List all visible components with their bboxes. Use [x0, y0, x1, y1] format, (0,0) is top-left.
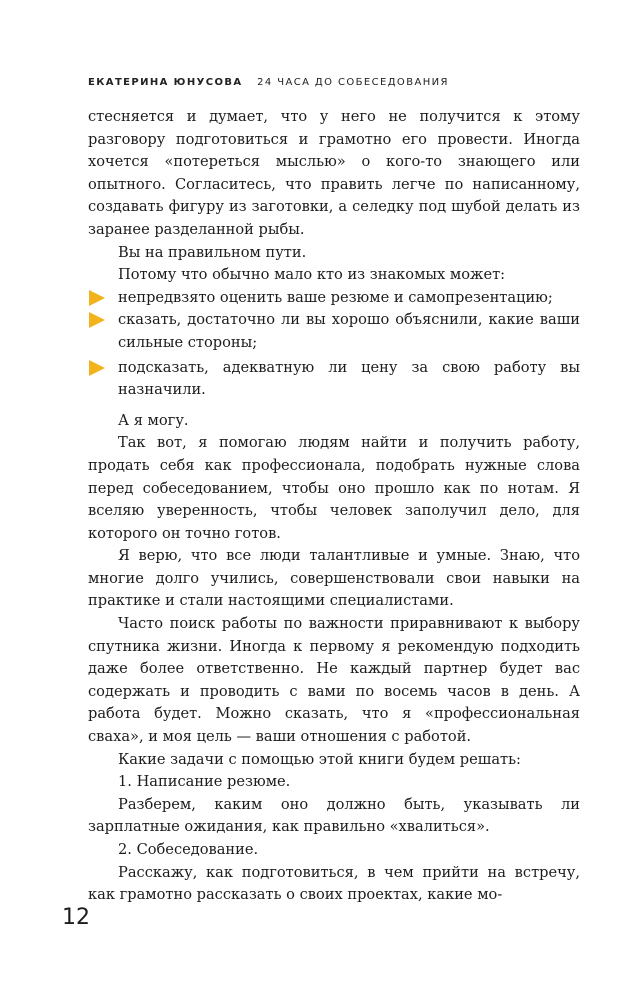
paragraph-2: Вы на правильном пути.: [118, 243, 307, 261]
bullet-item: [88, 357, 580, 402]
running-head-author: ЕКАТЕРИНА ЮНУСОВА: [88, 77, 243, 88]
triangle-bullet-icon: [88, 312, 106, 328]
spacer: [88, 402, 580, 410]
page-number: 12: [62, 905, 90, 930]
page-body: [88, 106, 580, 907]
bullet-item-text: непредвзято оценить ваше резюме и самопрезентацию;: [118, 288, 553, 306]
paragraph-8: Какие задачи с помощью этой книги будем решать:: [118, 750, 521, 768]
paragraph-6: Я верю, что все люди талантливые и умные. Знаю, что многие долго учились, совершенствовали свои навыки на практике и стали настоящими специалистами.: [88, 547, 580, 610]
triangle-bullet-icon: [88, 290, 106, 306]
bullet-item: [88, 309, 580, 354]
running-head-book-title: 24 ЧАСА ДО СОБЕСЕДОВАНИЯ: [257, 77, 449, 88]
paragraph-5: Так вот, я помогаю людям найти и получить работу, продать себя как профессионала, подобрать нужные слова перед собеседованием, чтобы оно прошло как по нотам. Я вселяю уверенность, чтобы человек заполучил дело, для которого он точно готов.: [88, 434, 580, 542]
numbered-heading-1: 1. Написание резюме.: [118, 773, 291, 791]
paragraph-1: стесняется и думает, что у него не получится к этому разговору подготовиться и грамотно его провести. Иногда хочется «потереться мыслью» о кого-то знающего или опытного. Согласитесь, что править легче по написанному, создавать фигуру из заготовки, а селедку под шубой делать из заранее разделанной рыбы.: [88, 108, 580, 238]
paragraph-7: Часто поиск работы по важности приравнивают к выбору спутника жизни. Иногда к первому я рекомендую подходить даже более ответственно. Не каждый партнер будет вас содержать и проводить с вами по восемь часов в день. А работа будет. Можно сказать, что я «профессиональная сваха», и моя цель — ваши отношения с работой.: [88, 615, 580, 746]
bullet-list: [88, 287, 580, 402]
numbered-heading-2: 2. Собеседование.: [118, 841, 259, 858]
paragraph-3: Потому что обычно мало кто из знакомых может:: [118, 266, 506, 284]
paragraph-10: Расскажу, как подготовиться, в чем прийти на встречу, как грамотно рассказать о своих проектах, какие мо-: [88, 863, 580, 904]
paragraph-4: А я могу.: [118, 411, 189, 429]
triangle-bullet-icon: [88, 360, 106, 376]
paragraph-9: Разберем, каким оно должно быть, указывать ли зарплатные ожидания, как правильно «хвалиться».: [88, 795, 580, 836]
bullet-item-text: сказать, достаточно ли вы хорошо объяснили, какие ваши сильные стороны;: [118, 311, 580, 351]
bullet-item-text: подсказать, адекватную ли цену за свою работу вы назначили.: [118, 358, 580, 399]
running-head: [88, 77, 449, 88]
bullet-item: [88, 287, 580, 310]
